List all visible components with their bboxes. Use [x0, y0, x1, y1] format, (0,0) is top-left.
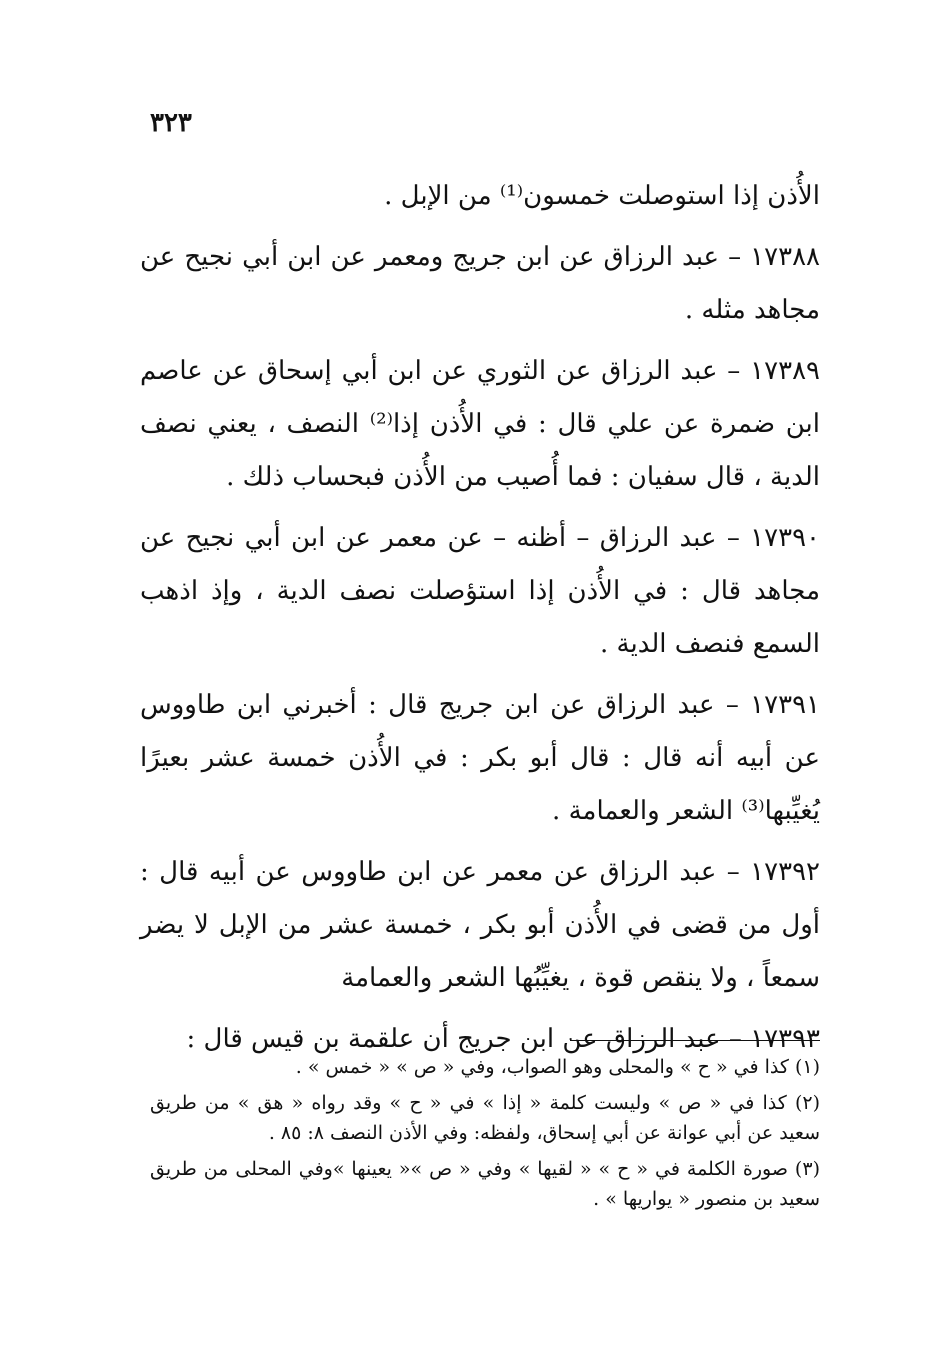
paragraph-text: الأُذن إذا استوصلت خمسون⁽¹⁾ من الإبل .	[384, 181, 820, 211]
paragraph-17391	[140, 679, 820, 838]
paragraph-text: ١٧٣٩٠ – عبد الرزاق – أظنه – عن معمر عن ابن أبي نجيح عن مجاهد قال : في الأُذن إذا استؤصلت نصف الدية ، وإذ اذهب السمع فنصف الدية .	[140, 523, 820, 659]
paragraph-17392	[140, 846, 820, 1005]
footnote-3: (٣) صورة الكلمة في « ح » « لقيها » وفي « ص »« يعينها »وفي المحلى من طريق سعيد بن منصور « يواريها » .	[150, 1158, 820, 1210]
page-number: ٣٢٣	[150, 108, 192, 138]
paragraph-17390	[140, 512, 820, 671]
paragraph-text: ١٧٣٩١ – عبد الرزاق عن ابن جريج قال : أخبرني ابن طاووس عن أبيه أنه قال : قال أبو بكر : في الأُذن خمسة عشر بعيرًا يُغيِّبها⁽³⁾ الشعر والعمامة .	[140, 690, 820, 826]
paragraph-17389	[140, 345, 820, 504]
paragraph-text: ١٧٣٨٩ – عبد الرزاق عن الثوري عن ابن أبي إسحاق عن عاصم ابن ضمرة عن علي قال : في الأُذن إذا⁽²⁾ النصف ، يعني نصف الدية ، قال سفيان : فما أُصيب من الأُذن فبحساب ذلك .	[140, 356, 821, 492]
paragraph-text: ١٧٣٩٢ – عبد الرزاق عن معمر عن ابن طاووس عن أبيه قال : أول من قضى في الأُذن أبو بكر ، خمسة عشر من الإبل لا يضر سمعاً ، ولا ينقص قوة ، يغيِّبُها الشعر والعمامة	[140, 857, 820, 993]
footnote-1: (١) كذا في « ح » والمحلى وهو الصواب، وفي « ص » « خمس » .	[295, 1056, 820, 1078]
footnote-divider	[570, 1040, 820, 1041]
paragraph-text: ١٧٣٩٣ – عبد الرزاق عن ابن جريج أن علقمة بن قيس قال :	[186, 1024, 820, 1054]
paragraph-intro	[140, 170, 820, 223]
footnotes	[150, 1052, 820, 1220]
footnote-2: (٢) كذا في « ص » وليست كلمة « إذا » في « ح » وقد رواه « هق » من طريق سعيد عن أبي عوانة عن أبي إسحاق، ولفظه: وفي الأذن النصف ٨: ٨٥ .	[150, 1092, 820, 1144]
paragraph-text: ١٧٣٨٨ – عبد الرزاق عن ابن جريج ومعمر عن ابن أبي نجيح عن مجاهد مثله .	[140, 242, 820, 325]
paragraph-17388	[140, 231, 820, 337]
main-text	[140, 170, 820, 1074]
